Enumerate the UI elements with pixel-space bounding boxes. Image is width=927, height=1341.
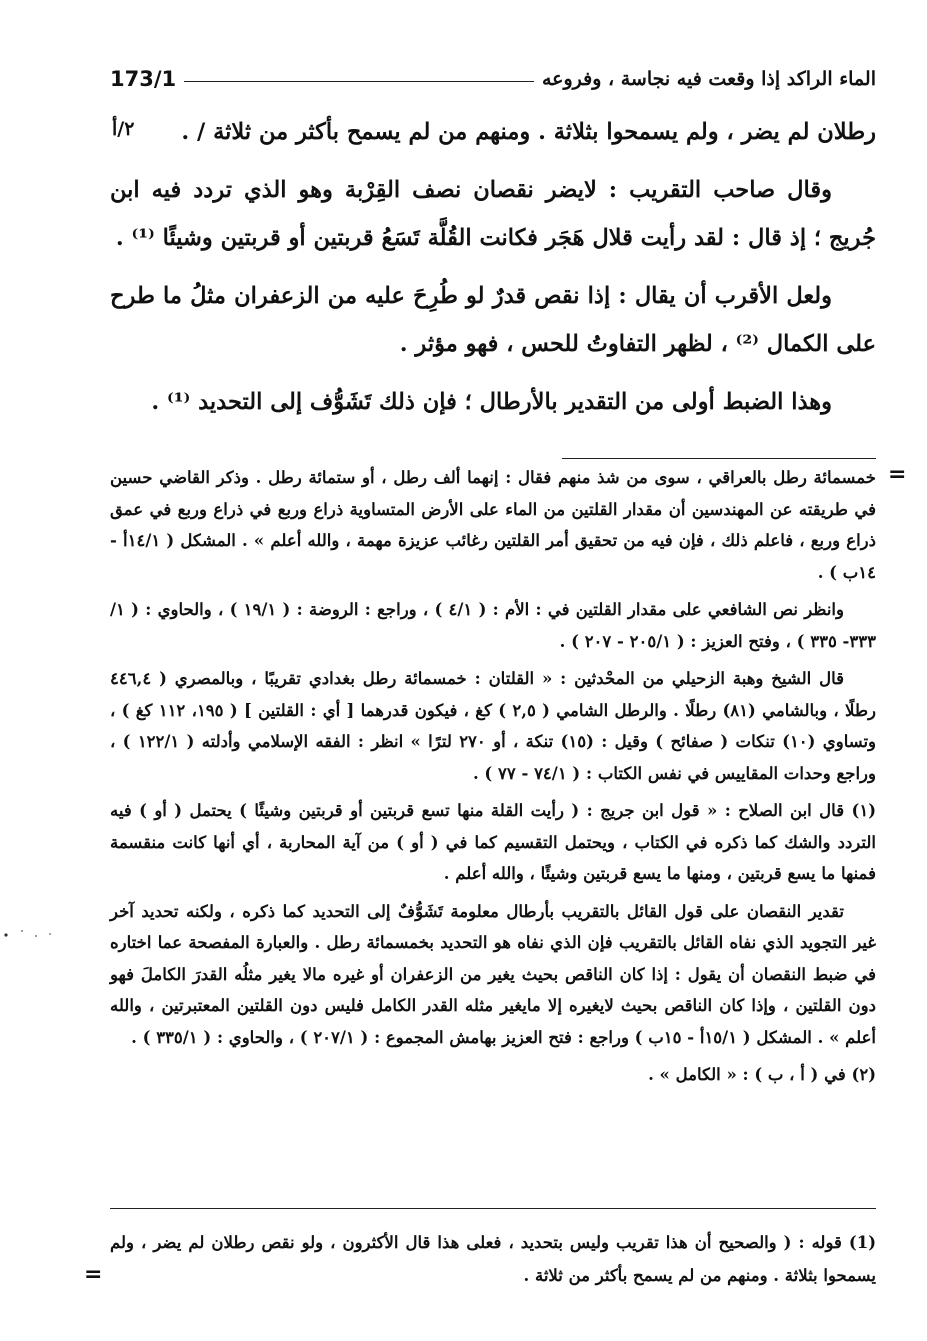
- footnote-2: (٢) في ( أ ، ب ) : « الكامل » .: [648, 1065, 876, 1084]
- page-number: 173/1: [110, 67, 177, 91]
- chapter-title: الماء الراكد إذا وقعت فيه نجاسة ، وفروعه: [541, 68, 876, 90]
- running-header: [110, 62, 876, 96]
- main-paragraph-4: وهذا الضبط أولى من التقدير بالأرطال ؛ فإن ذلك تَشَوُّف إلى التحديد ⁽¹⁾ .: [151, 389, 832, 415]
- continuation-mark-top: =: [888, 462, 907, 487]
- footnote-1: (١) قال ابن الصلاح : « قول ابن جريج : ( رأيت القلة منها تسع قربتين أو قربتين وشيئًا ) يحتمل ( أو ) فيه التردد والشك كما ذكره في الكتاب ، ويحتمل التقسيم كما في ( أو ) من آية المحاربة ، أي أنها كانت منقسمة فمنها ما يسع قربتين ، ومنها ما يسع قربتين وشيئًا ، والله أعلم .: [110, 801, 876, 883]
- scan-specks: [0, 925, 60, 945]
- footnote-1-continued: تقدير النقصان على قول القائل بالتقريب بأرطال معلومة تَشَوُّفٌ إلى التحديد كما ذكره ، ولكنه تحديد آخر غير التجويد الذي نفاه القائل بالتقريب فإن الذي نفاه هو التحديد بخمسمائة رطل . والعبارة المفصحة عما اختاره في ضبط النقصان أن يقول : إذا كان الناقص بحيث يغير من الزعفران أو غيره مالا يغير مثلُه القدرَ الكاملَ فهو دون القلتين ، وإذا كان الناقص بحيث لايغيره إلا مايغير مثله القدر الكامل فليس دون القلتين المعتبرتين ، والله أعلم » . المشكل ( ١٥/١أ - ١٥ب ) وراجع : فتح العزيز بهامش المجموع : ( ٢٠٧/١ ) ، والحاوي : ( ٣٣٥/١ ) .: [110, 901, 876, 1047]
- main-paragraph-3: ولعل الأقرب أن يقال : إذا نقص قدرٌ لو طُرِحَ عليه من الزعفران مثلُ ما طرح على الكمال ⁽²⁾ ، لظهر التفاوتُ للحس ، فهو مؤثر .: [110, 283, 876, 357]
- main-paragraph-1: رطلان لم يضر ، ولم يسمحوا بثلاثة . ومنهم من لم يسمح بأكثر من ثلاثة / .: [181, 119, 876, 145]
- header-rule: [184, 81, 534, 82]
- footnote-sources: وانظر نص الشافعي على مقدار القلتين في : الأم : ( ٤/١ ) ، وراجع : الروضة : ( ١٩/١ ) ، والحاوي : ( ١/ ٣٣٣- ٣٣٥ ) ، وفتح العزيز : ( ٢٠٥/١ - ٢٠٧ ) .: [110, 600, 876, 651]
- continuation-mark-bottom: =: [84, 1262, 103, 1287]
- footnote-divider: [562, 458, 876, 459]
- main-text: [110, 108, 876, 436]
- bottom-footnote: [110, 1226, 876, 1292]
- editor-footnotes: [110, 462, 876, 1097]
- footnote-continued: خمسمائة رطل بالعراقي ، سوى من شذ منهم فقال : إنهما ألف رطل ، أو ستمائة رطل . وذكر القاضي حسين في طريقته عن المهندسين أن مقدار القلتين من الماء على الأرض المتساوية ذراع وربع في ذراع وربع في عمق ذراع وربع ، فاعلم ذلك ، فإن فيه من تحقيق أمر القلتين رغائب عزيزة مهمة ، والله أعلم » . المشكل ( ١٤/١أ - ١٤ب ) .: [110, 468, 876, 582]
- bottom-footnote-text: (1) قوله : ( والصحيح أن هذا تقريب وليس بتحديد ، فعلى هذا قال الأكثرون ، ولو نقص رطلان لم يضر ، ولم يسمحوا بثلاثة . ومنهم من لم يسمح بأكثر من ثلاثة .: [110, 1233, 876, 1285]
- bottom-note-divider: [110, 1208, 876, 1209]
- main-paragraph-2: وقال صاحب التقريب : لايضر نقصان نصف القِرْبة وهو الذي تردد فيه ابن جُريج ؛ إذ قال : لقد رأيت قلال هَجَر فكانت القُلَّة تَسَعُ قربتين أو قربتين وشيئًا ⁽¹⁾ .: [110, 177, 876, 251]
- footnote-zuhayli: قال الشيخ وهبة الزحيلي من المحْدثين : « القلتان : خمسمائة رطل بغدادي تقريبًا ، وبالمصري ( ٤٤٦,٤ رطلًا ، وبالشامي (٨١) رطلًا . والرطل الشامي ( ٢,٥ ) كغ ، فيكون قدرهما [ أي : القلتين ] ( ١٩٥، ١١٢ كغ ) ، وتساوي (١٠) تنكات ( صفائح ) وقيل : (١٥) تنكة ، أو ٢٧٠ لترًا » انظر : الفقه الإسلامي وأدلته ( ١٢٢/١ ) ، وراجع وحدات المقاييس في نفس الكتاب : ( ٧٤/١ - ٧٧ ) .: [110, 669, 877, 783]
- manuscript-folio-mark: ٢/أ: [112, 118, 135, 140]
